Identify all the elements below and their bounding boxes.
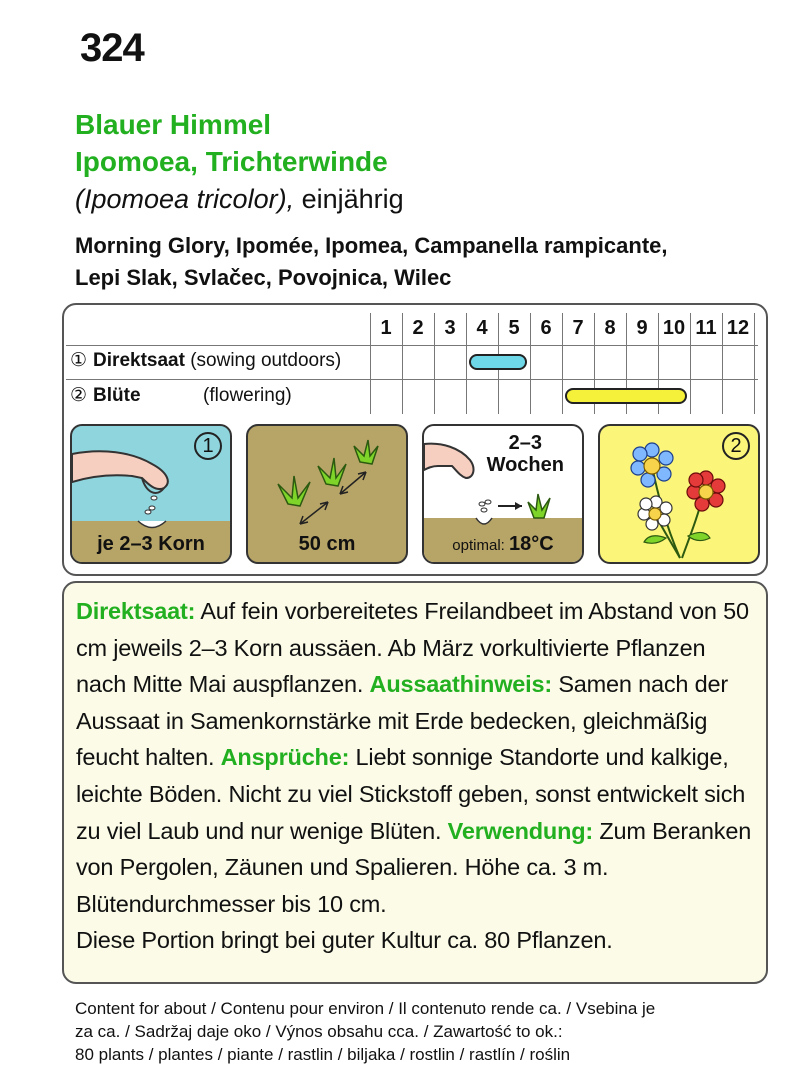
portion-text: Diese Portion bringt bei guter Kultur ca. 80 Pflanzen. bbox=[76, 927, 613, 954]
spacing-label: 50 cm bbox=[298, 533, 356, 555]
flowering-panel bbox=[598, 424, 760, 564]
month-2: 2 bbox=[412, 317, 424, 339]
grid-vline bbox=[722, 313, 723, 414]
step-one-circle: 1 bbox=[194, 432, 222, 460]
sowing-bar bbox=[469, 354, 527, 370]
temp-prefix: optimal: bbox=[452, 537, 509, 554]
step-two-circle: 2 bbox=[722, 432, 750, 460]
grid-vline bbox=[690, 313, 691, 414]
white-flower bbox=[638, 496, 672, 530]
month-4: 4 bbox=[476, 317, 488, 339]
description-text bbox=[76, 593, 754, 959]
common-names bbox=[75, 230, 775, 294]
month-8: 8 bbox=[604, 317, 616, 339]
footer-line2: za ca. / Sadržaj daje oko / Výnos obsahu cca. / Zawartość to ok.: bbox=[75, 1022, 563, 1041]
germination-weeks bbox=[487, 432, 564, 476]
title-latin-german: Ipomoea, Trichterwinde bbox=[75, 146, 388, 177]
common-names-line1: Morning Glory, Ipomée, Ipomea, Campanella rampicante, bbox=[75, 233, 668, 258]
annual-label: einjährig bbox=[294, 184, 404, 214]
latin-name-line bbox=[75, 184, 404, 215]
title-german: Blauer Himmel bbox=[75, 109, 272, 140]
month-11: 11 bbox=[695, 317, 717, 339]
month-7: 7 bbox=[572, 317, 584, 339]
row-label-sowing bbox=[70, 349, 341, 372]
flowering-translation: (flowering) bbox=[203, 385, 292, 406]
blue-flower bbox=[631, 443, 673, 487]
optimal-temperature bbox=[424, 533, 582, 556]
latin-name: (Ipomoea tricolor), bbox=[75, 184, 295, 214]
month-1: 1 bbox=[380, 317, 392, 339]
flowering-bar bbox=[565, 388, 687, 404]
heading-requirements: Ansprüche: bbox=[220, 744, 350, 771]
footer-line3: 80 plants / plantes / piante / rastlin / biljaka / rostlin / rastlín / roślin bbox=[75, 1045, 571, 1064]
germination-panel bbox=[422, 424, 584, 564]
grid-vline bbox=[434, 313, 435, 414]
description-box bbox=[62, 581, 768, 984]
sowing-translation: (sowing outdoors) bbox=[190, 350, 342, 371]
row-label-flowering bbox=[70, 384, 292, 407]
spacing-panel bbox=[246, 424, 408, 564]
seeds-per-spot: je 2–3 Korn bbox=[97, 533, 205, 555]
product-code: 324 bbox=[80, 26, 144, 70]
usage-text: Zum Beranken von Pergolen, Zäunen und Spalieren. Höhe ca. 3 m. Blütendurchmesser bis 10 cm. bbox=[76, 817, 752, 917]
grid-vline bbox=[754, 313, 755, 414]
content-footer bbox=[75, 997, 775, 1066]
grid-hline bbox=[66, 345, 758, 346]
temp-value: 18°C bbox=[509, 533, 554, 555]
grid-vline bbox=[466, 313, 467, 414]
month-10: 10 bbox=[662, 317, 686, 339]
grid-vline bbox=[402, 313, 403, 414]
flowering-number: ② bbox=[70, 385, 88, 406]
weeks-range: 2–3 bbox=[508, 432, 542, 454]
sowing-hint-text: Samen nach der Aussaat in Samenkornstärke mit Erde bedecken, gleichmäßig feucht halten. bbox=[76, 671, 728, 771]
direct-sowing-text: Auf fein vorbereitetes Freilandbeet im Abstand von 50 cm jeweils 2–3 Korn aussäen. Ab März vorkultivierte Pflanzen nach Mitte Mai auspflanzen. bbox=[76, 598, 749, 698]
month-12: 12 bbox=[726, 317, 750, 339]
month-9: 9 bbox=[636, 317, 648, 339]
heading-sowing-hint: Aussaathinweis: bbox=[369, 671, 552, 698]
month-3: 3 bbox=[444, 317, 456, 339]
month-6: 6 bbox=[540, 317, 552, 339]
weeks-unit: Wochen bbox=[486, 454, 564, 476]
sowing-panel bbox=[70, 424, 232, 564]
red-flower bbox=[687, 471, 725, 511]
common-names-line2: Lepi Slak, Svlačec, Povojnica, Wilec bbox=[75, 265, 452, 290]
grid-vline bbox=[370, 313, 371, 414]
heading-direct-sowing: Direktsaat: bbox=[76, 598, 196, 624]
month-5: 5 bbox=[508, 317, 520, 339]
footer-line1: Content for about / Contenu pour environ / Il contenuto rende ca. / Vsebina je bbox=[75, 999, 656, 1018]
grid-vline bbox=[562, 313, 563, 414]
requirements-text: Liebt sonnige Standorte und kalkige, leichte Böden. Nicht zu viel Stickstoff geben, sonst entwickelt sich zu viel Laub und nur wenige Blüten. bbox=[76, 744, 746, 844]
grid-hline bbox=[66, 379, 758, 380]
grid-vline bbox=[530, 313, 531, 414]
sowing-label: Direktsaat bbox=[93, 350, 185, 371]
flowering-label: Blüte bbox=[93, 385, 141, 406]
heading-usage: Verwendung: bbox=[447, 817, 594, 844]
sowing-number: ① bbox=[70, 350, 88, 371]
